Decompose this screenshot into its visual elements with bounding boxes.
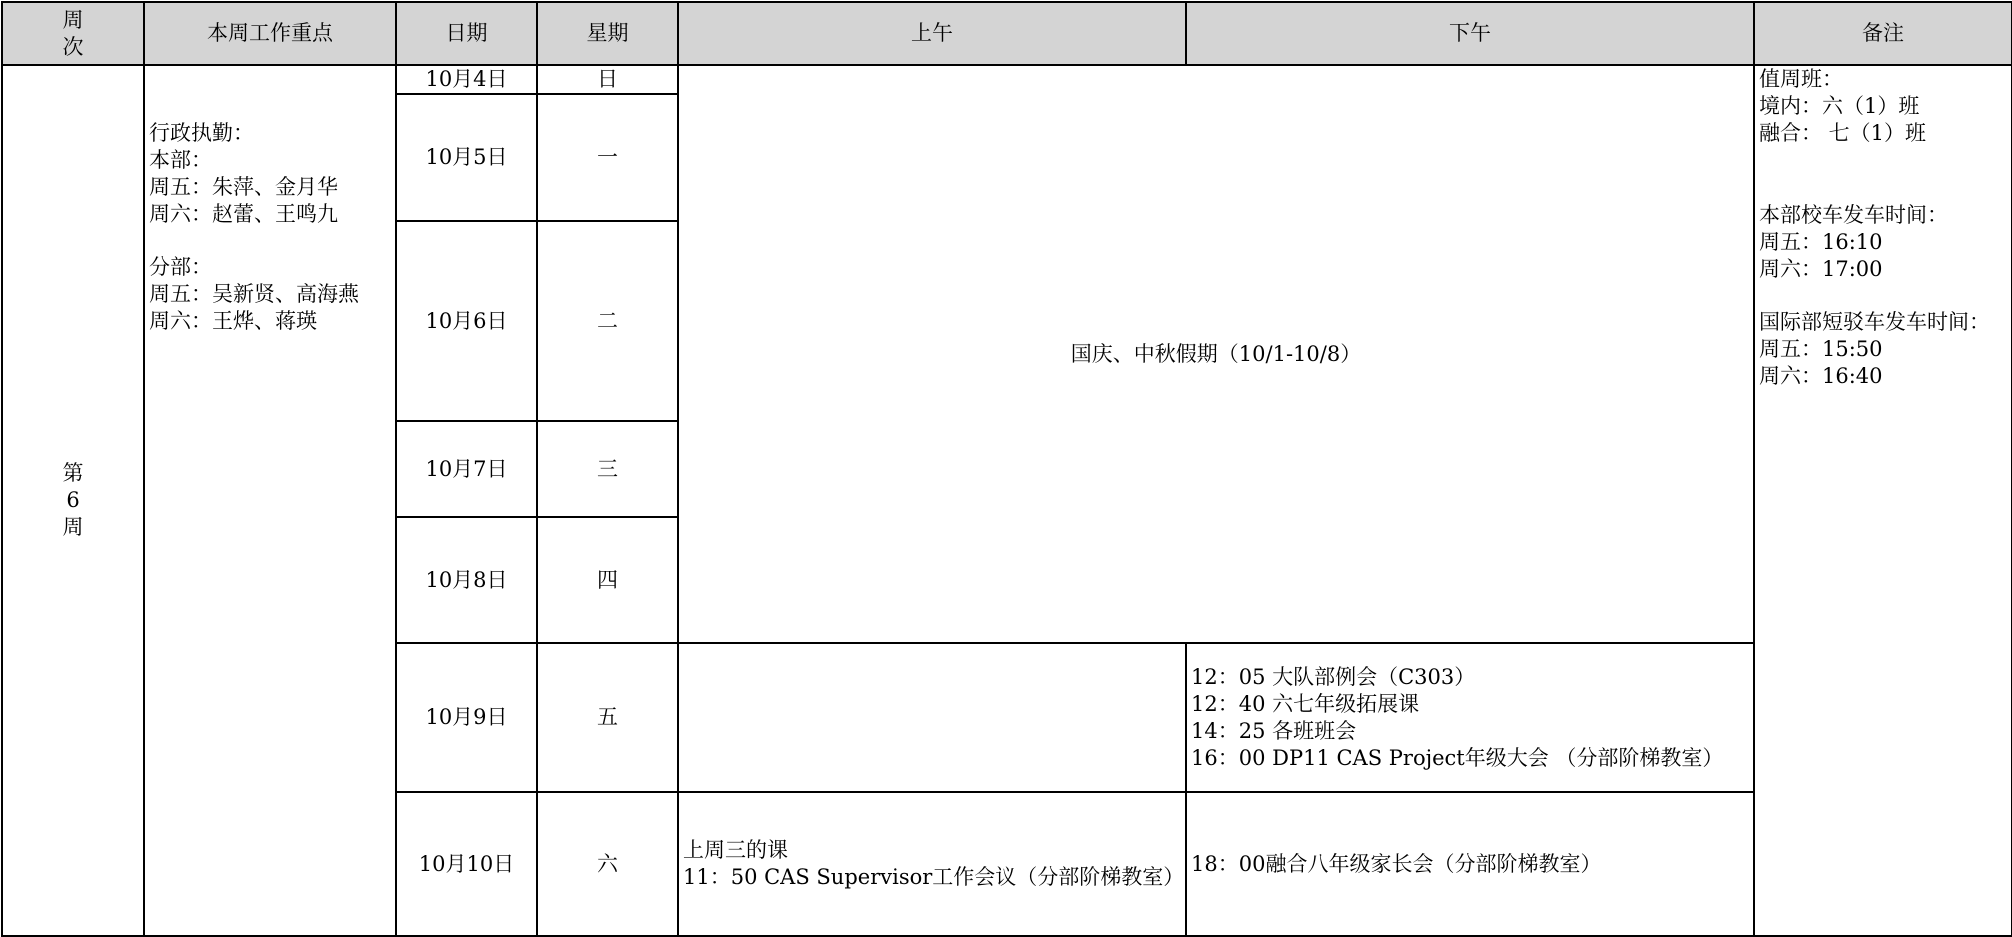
fri-afternoon-item: 12：40 六七年级拓展课 <box>1191 691 1420 716</box>
focus-main-campus: 本部： <box>149 148 212 172</box>
weekday-cell: 四 <box>537 517 678 643</box>
date-cell: 10月7日 <box>396 421 537 517</box>
table-row <box>2 65 2012 94</box>
weekday-cell: 六 <box>537 792 678 936</box>
header-focus: 本周工作重点 <box>144 2 396 65</box>
fri-afternoon-item: 14：25 各班班会 <box>1191 718 1357 743</box>
week-label-1: 第 <box>62 461 84 485</box>
fri-afternoon-item: 12：05 大队部例会（C303） <box>1191 664 1476 689</box>
remarks-duty-fusion: 融合： 七（1）班 <box>1759 121 1927 145</box>
focus-main-fri: 周五：朱萍、金月华 <box>149 175 338 199</box>
date-cell: 10月8日 <box>396 517 537 643</box>
fri-morning-cell <box>678 643 1186 792</box>
remarks-duty-domestic: 境内：六（1）班 <box>1759 94 1920 118</box>
sat-morning-cell <box>678 792 1186 936</box>
week-label-2: 6 <box>66 488 80 512</box>
focus-branch-sat: 周六：王烨、蒋瑛 <box>149 309 317 333</box>
remarks-cell <box>1754 65 2012 936</box>
sat-afternoon-item: 18：00融合八年级家长会（分部阶梯教室） <box>1191 851 1602 876</box>
header-week <box>2 2 144 65</box>
header-week-line-1: 周 <box>62 7 84 32</box>
weekday-cell: 五 <box>537 643 678 792</box>
focus-spacer <box>149 228 391 254</box>
remarks-duty-title: 值周班： <box>1759 67 1843 91</box>
header-weekday: 星期 <box>537 2 678 65</box>
date-cell: 10月6日 <box>396 221 537 421</box>
weekday-cell: 二 <box>537 221 678 421</box>
header-afternoon: 下午 <box>1186 2 1754 65</box>
focus-title: 行政执勤： <box>149 121 254 145</box>
date-cell: 10月10日 <box>396 792 537 936</box>
fri-afternoon-item: 16：00 DP11 CAS Project年级大会 （分部阶梯教室） <box>1191 745 1724 770</box>
remarks-spacer-2 <box>1759 283 2007 309</box>
weekly-schedule-table <box>1 1 2012 937</box>
focus-main-sat: 周六：赵蕾、王鸣九 <box>149 202 338 226</box>
focus-branch: 分部： <box>149 255 212 279</box>
header-week-line-2: 次 <box>62 34 84 59</box>
remarks-bus-sat: 周六：17:00 <box>1759 257 1883 281</box>
date-cell: 10月5日 <box>396 94 537 221</box>
weekly-focus-cell <box>144 65 396 936</box>
date-cell: 10月9日 <box>396 643 537 792</box>
weekday-cell: 一 <box>537 94 678 221</box>
date-cell: 10月4日 <box>396 65 537 94</box>
holiday-cell <box>678 65 1754 643</box>
header-date: 日期 <box>396 2 537 65</box>
remarks-shuttle-fri: 周五：15:50 <box>1759 337 1883 361</box>
remarks-bus-fri: 周五：16:10 <box>1759 230 1883 254</box>
week-number-cell <box>2 65 144 936</box>
week-label-3: 周 <box>62 515 84 539</box>
sat-afternoon-cell <box>1186 792 1754 936</box>
weekday-cell: 日 <box>537 65 678 94</box>
header-row <box>2 2 2012 65</box>
remarks-shuttle-title: 国际部短驳车发车时间： <box>1759 310 1990 334</box>
header-morning: 上午 <box>678 2 1186 65</box>
sat-morning-item: 11：50 CAS Supervisor工作会议（分部阶梯教室） <box>683 865 1185 889</box>
remarks-shuttle-sat: 周六：16:40 <box>1759 364 1883 388</box>
remarks-spacer-1 <box>1759 147 2007 202</box>
holiday-text: 国庆、中秋假期（10/1-10/8） <box>1070 341 1362 366</box>
focus-branch-fri: 周五：吴新贤、高海燕 <box>149 282 359 306</box>
fri-afternoon-cell <box>1186 643 1754 792</box>
remarks-bus-title: 本部校车发车时间： <box>1759 203 1948 227</box>
header-remarks: 备注 <box>1754 2 2012 65</box>
weekday-cell: 三 <box>537 421 678 517</box>
sat-morning-item: 上周三的课 <box>683 838 788 862</box>
